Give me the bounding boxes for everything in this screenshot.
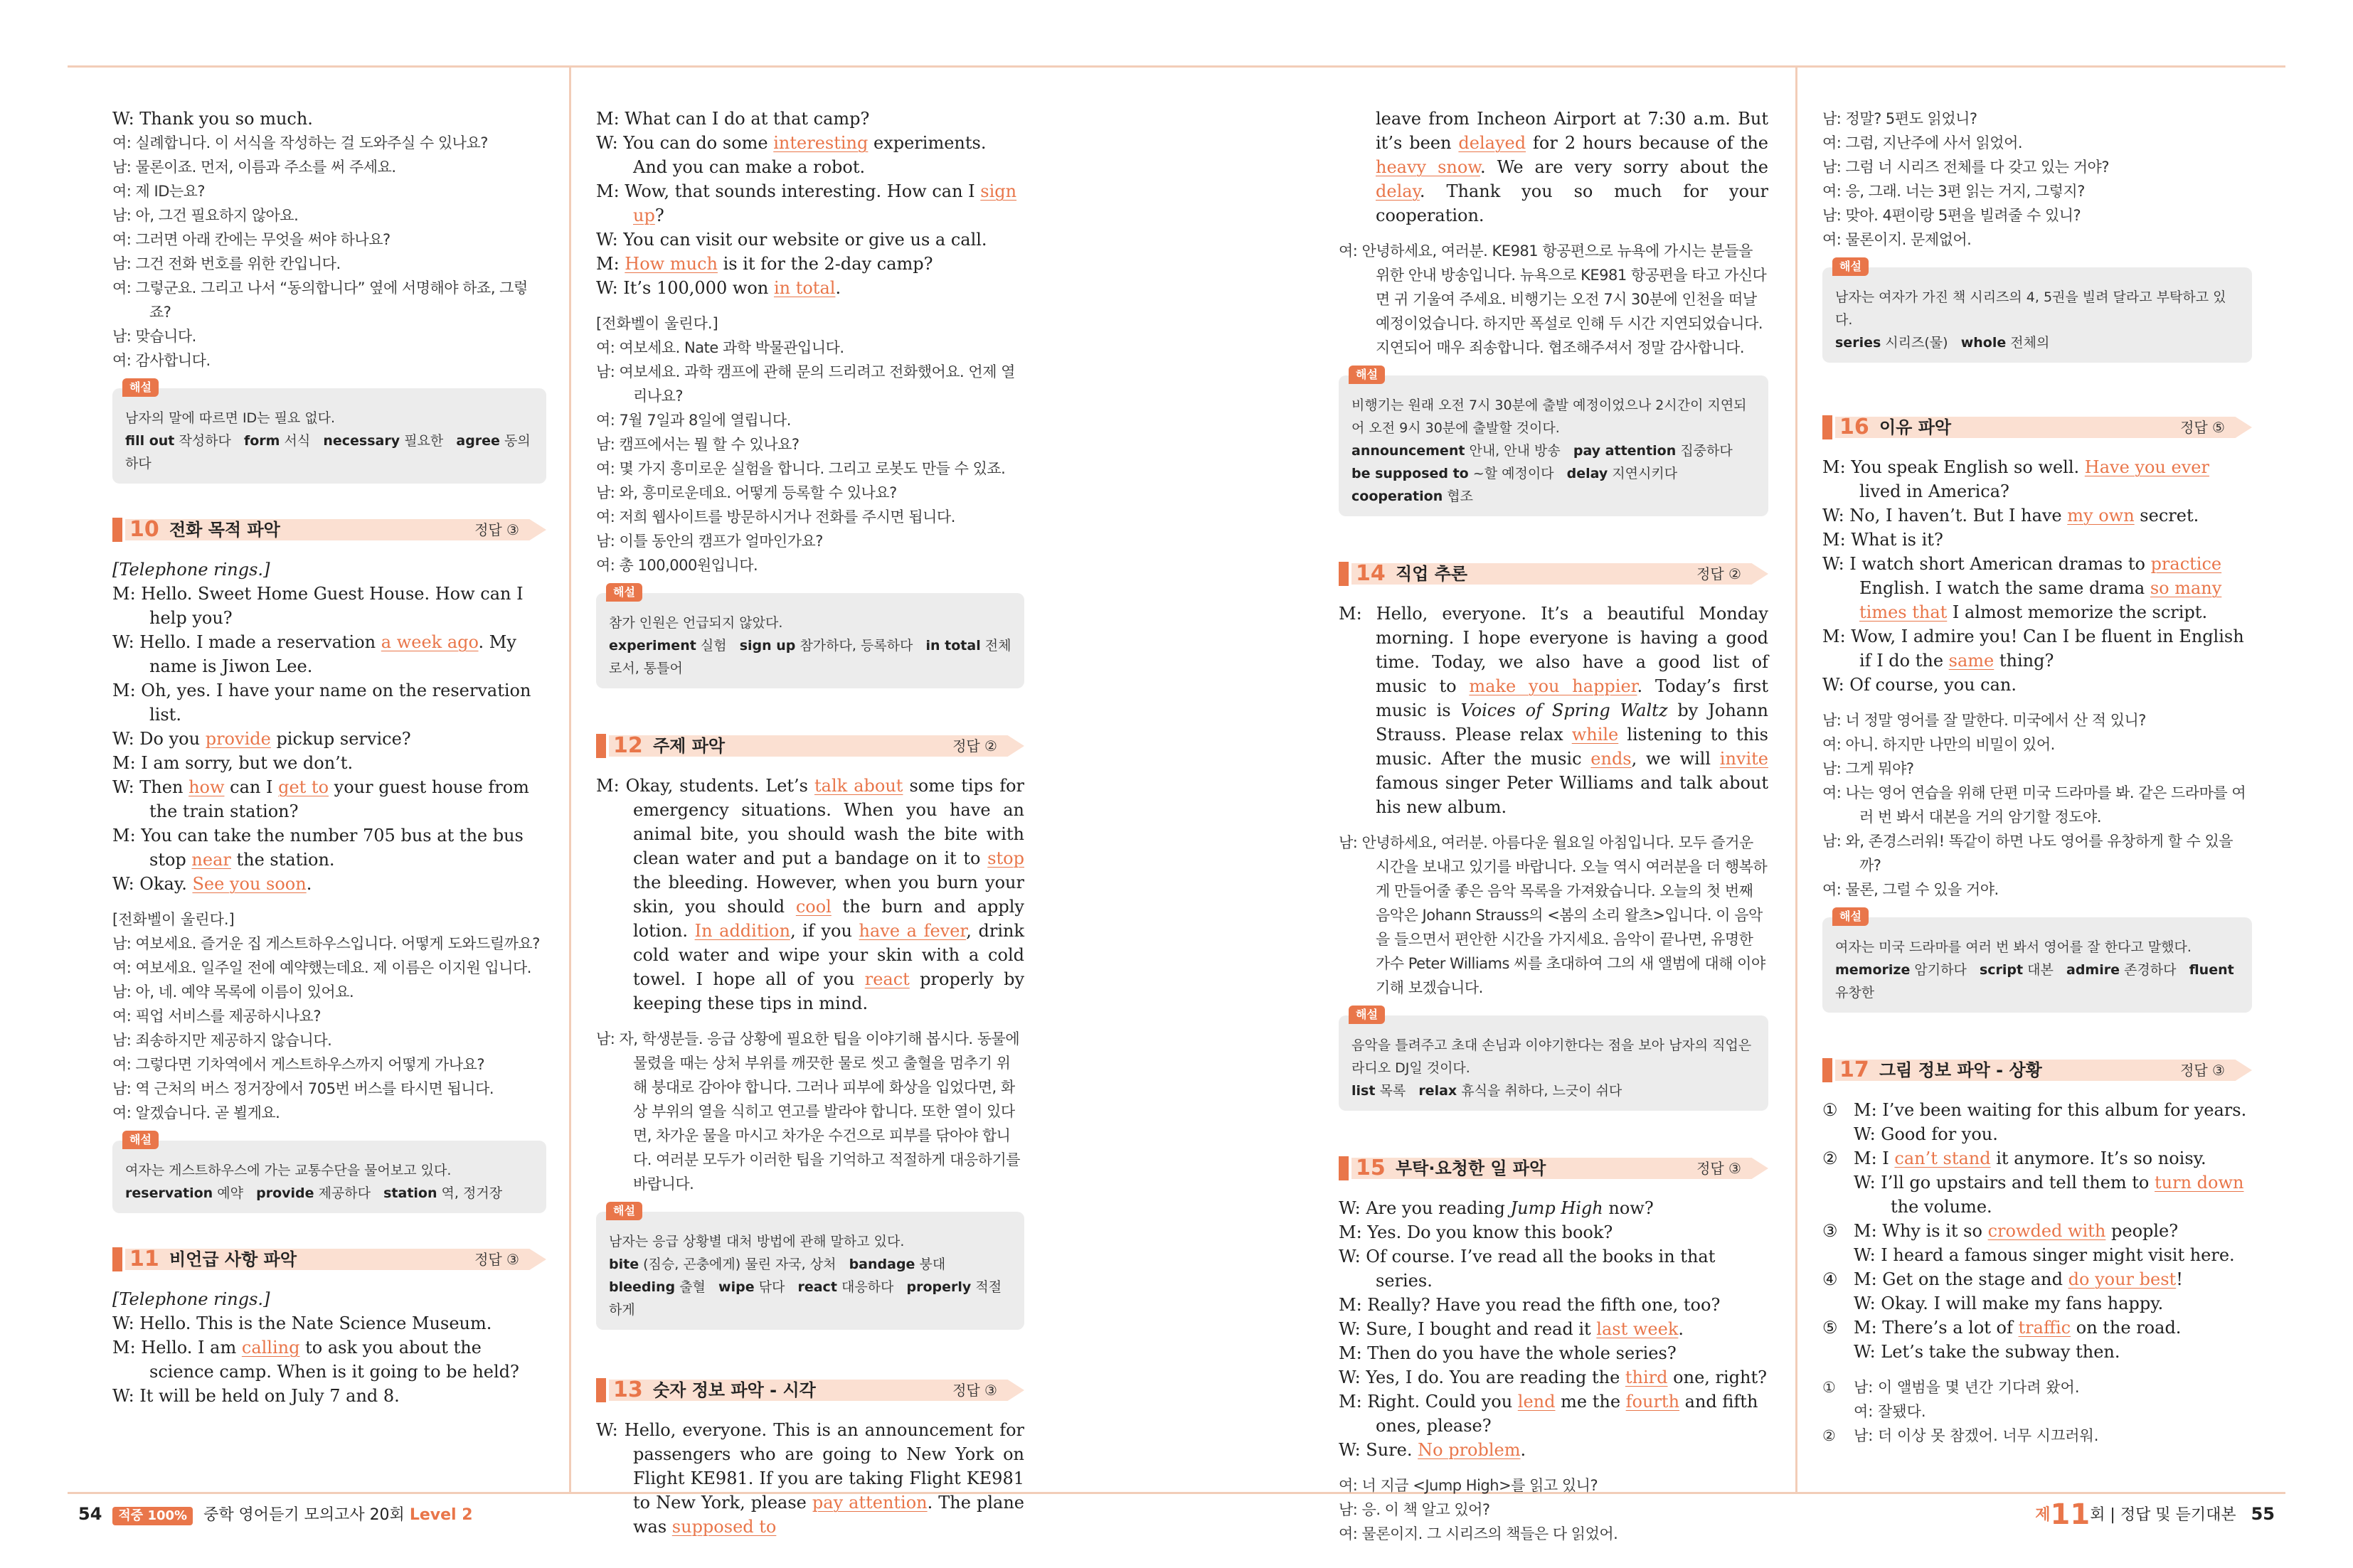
script-line: ① M: I’ve been waiting for this album for years. bbox=[1822, 1100, 2247, 1120]
script-line: ② M: I can’t stand it anymore. It’s so noisy. bbox=[1822, 1148, 2206, 1168]
script-line: W: You can visit our website or give us a call. bbox=[596, 230, 987, 250]
translation-line: 여: 너 지금 <Jump High>를 읽고 있니? bbox=[1339, 1477, 1598, 1494]
script-line: W: Hello. This is the Nate Science Museum. bbox=[112, 1313, 492, 1333]
answer-label: 정답 ③ bbox=[2180, 1062, 2225, 1079]
script-line: M: You speak English so well. Have you ever lived in America? bbox=[1822, 457, 2209, 501]
translation-line: 여: 알겠습니다. 곧 뵐게요. bbox=[112, 1104, 280, 1121]
translation-line: 남: 역 근처의 버스 정거장에서 705번 버스를 타시면 됩니다. bbox=[112, 1080, 494, 1097]
translation-line: 남: 그게 뭐야? bbox=[1822, 760, 1914, 777]
translation-line: 여: 여보세요. 일주일 전에 예약했는데요. 제 이름은 이지원 입니다. bbox=[112, 959, 531, 976]
script-line: W: No, I haven’t. But I have my own secret. bbox=[1822, 506, 2199, 526]
series-badge: 적중 100% bbox=[112, 1507, 193, 1525]
script-line: ③ M: Why is it so crowded with people? bbox=[1822, 1221, 2179, 1241]
vocab-def: 동의하다 bbox=[125, 433, 531, 471]
section-header-16 bbox=[1822, 412, 2252, 442]
translation-line: 남: 와, 흥미로운데요. 어떻게 등록할 수 있나요? bbox=[596, 484, 897, 501]
translation-line: 여: 총 100,000원입니다. bbox=[596, 557, 758, 574]
page-number: 54 bbox=[78, 1504, 102, 1524]
translation-line: ② 남: 더 이상 못 참겠어. 너무 시끄러워. bbox=[1822, 1427, 2099, 1444]
translation-line: 남: 아, 그건 필요하지 않아요. bbox=[112, 207, 299, 224]
translation-line: 여: 물론, 그럴 수 있을 거야. bbox=[1822, 881, 1999, 898]
script-line: M: Then do you have the whole series? bbox=[1339, 1343, 1677, 1363]
vocab-word: fill out bbox=[125, 433, 175, 449]
column-3 bbox=[1339, 107, 1768, 1546]
script-line: M: Oh, yes. I have your name on the reservation list. bbox=[112, 681, 531, 725]
script-line: W: Okay. I will make my fans happy. bbox=[1854, 1294, 2164, 1313]
column-divider bbox=[1795, 68, 1797, 1492]
vocab-word: agree bbox=[456, 433, 500, 449]
translation-line: 여: 7월 7일과 8일에 열립니다. bbox=[596, 412, 791, 429]
section-title: 직업 추론 bbox=[1396, 564, 1468, 584]
book-title: 중학 영어듣기 모의고사 20회 bbox=[203, 1506, 405, 1524]
vocab-list: memorize 암기하다 script 대본 admire 존경하다 fluent 유창한 bbox=[1835, 962, 2234, 1001]
page-number: 55 bbox=[2251, 1504, 2275, 1524]
top-rule bbox=[68, 65, 2285, 68]
bottom-rule bbox=[68, 1492, 2285, 1494]
script-line: W: Then how can I get to your guest house from the train station? bbox=[112, 777, 529, 821]
section-header-15 bbox=[1339, 1153, 1768, 1183]
script-line: W: Yes, I do. You are reading the third one, right? bbox=[1339, 1367, 1768, 1387]
column-divider bbox=[569, 68, 571, 1492]
script-line: W: Okay. See you soon. bbox=[112, 874, 312, 894]
vocab-word: necessary bbox=[323, 433, 400, 449]
section-header-17 bbox=[1822, 1055, 2252, 1085]
section-number: 15 bbox=[1356, 1156, 1386, 1180]
vocab-list: reservation 예약 provide 제공하다 station 역, 정거장 bbox=[125, 1185, 503, 1201]
explanation-text: 비행기는 원래 오전 7시 30분에 출발 예정이었으나 2시간이 지연되어 오전 9시 30분에 출발할 것이다. bbox=[1351, 398, 1747, 436]
translation-line: 여: 물론이지. 그 시리즈의 책들은 다 읽었어. bbox=[1339, 1525, 1618, 1542]
section-title: 주제 파악 bbox=[653, 736, 726, 756]
vocab-list: bite (짐승, 곤충에게) 물린 자국, 상처 bandage 붕대 bleeding 출혈 wipe 닦다 react 대응하다 properly 적절하게 bbox=[609, 1257, 1002, 1318]
section-title: 그림 정보 파악 - 상황 bbox=[1879, 1060, 2042, 1080]
vocab-list: series 시리즈(물) whole 전체의 bbox=[1835, 335, 2050, 351]
footer-left bbox=[78, 1502, 473, 1527]
explanation-text: 여자는 미국 드라마를 여러 번 봐서 영어를 잘 한다고 말했다. bbox=[1835, 939, 2192, 955]
round-prefix: 제 bbox=[2035, 1506, 2051, 1524]
translation-line: 남: 물론이죠. 먼저, 이름과 주소를 써 주세요. bbox=[112, 159, 396, 176]
script-line: W: Sure, I bought and read it last week. bbox=[1339, 1319, 1684, 1339]
script-paragraph: M: Hello, everyone. It’s a beautiful Monday morning. I hope everyone is having a good time. Today, we also have a good list of music to make you happier. Today’s first music is Voices of Spring Waltz by Johann Strauss. Please relax while listening to this music. After the music ends, we will invite famous singer Peter Williams and talk about his new album. bbox=[1339, 604, 1768, 817]
translation-line: 여: 제 ID는요? bbox=[112, 183, 206, 200]
script-line: W: Let’s take the subway then. bbox=[1854, 1342, 2120, 1362]
script-line: W: Hello. I made a reservation a week ago. My name is Jiwon Lee. bbox=[112, 632, 516, 676]
script-line: M: Yes. Do you know this book? bbox=[1339, 1222, 1613, 1242]
translation-paragraph: 여: 안녕하세요, 여러분. KE981 항공편으로 뉴욕에 가시는 분들을 위한 안내 방송입니다. 뉴욕으로 KE981 항공편을 타고 가신다면 귀 기울여 주세요. 비행기는 오전 7시 30분에 인천을 떠날 예정이었습니다. 하지만 폭설로 인해 두 시간 지연되었습니다. 지연되어 매우 죄송합니다. 협조해주셔서 정말 감사합니다. bbox=[1339, 242, 1767, 356]
script-line: M: How much is it for the 2-day camp? bbox=[596, 254, 933, 274]
round-suffix: 회 | 정답 및 듣기대본 bbox=[2090, 1506, 2236, 1524]
vocab-list: list 목록 relax 휴식을 취하다, 느긋이 쉬다 bbox=[1351, 1083, 1622, 1099]
explanation-text: 남자는 여자가 가진 책 시리즈의 4, 5권을 빌려 달라고 부탁하고 있다. bbox=[1835, 289, 2226, 328]
script-line: W: Sure. No problem. bbox=[1339, 1440, 1526, 1460]
script-line: M: Wow, I admire you! Can I be fluent in English if I do the same thing? bbox=[1822, 626, 2244, 671]
explanation-tag: 해설 bbox=[122, 1131, 159, 1149]
explanation-tag: 해설 bbox=[1832, 257, 1869, 276]
script-line: M: I am sorry, but we don’t. bbox=[112, 753, 354, 773]
translation-line: 여: 몇 가지 흥미로운 실험을 합니다. 그리고 로봇도 만들 수 있죠. bbox=[596, 460, 1006, 477]
section-header-14 bbox=[1339, 559, 1768, 589]
explanation-text: 참가 인원은 언급되지 않았다. bbox=[609, 615, 783, 631]
translation-line: 남: 너 정말 영어를 잘 말한다. 미국에서 산 적 있니? bbox=[1822, 712, 2146, 729]
translation-line: 여: 잘됐다. bbox=[1854, 1403, 1926, 1420]
translation-line: 여: 저희 웹사이트를 방문하시거나 전화를 주시면 됩니다. bbox=[596, 508, 955, 526]
script-line: W: Of course, you can. bbox=[1822, 675, 2017, 695]
script-line: ⑤ M: There’s a lot of traffic on the road. bbox=[1822, 1318, 2182, 1338]
script-paragraph: leave from Incheon Airport at 7:30 a.m. But it’s been delayed for 2 hours because of the heavy snow. We are very sorry about the delay. Thank you so much for your cooperation. bbox=[1376, 109, 1769, 225]
explanation-box bbox=[596, 585, 1024, 688]
script-line: W: Good for you. bbox=[1854, 1124, 1998, 1144]
vocab-def: 서식 bbox=[284, 433, 311, 449]
section-number: 10 bbox=[129, 517, 159, 542]
column-4 bbox=[1822, 107, 2252, 1448]
section-header-13 bbox=[596, 1375, 1024, 1405]
section-title: 숫자 정보 파악 - 시각 bbox=[653, 1380, 816, 1400]
script-line: W: Thank you so much. bbox=[112, 109, 313, 129]
explanation-box bbox=[596, 1204, 1024, 1330]
translation-line: 여: 나는 영어 연습을 위해 단편 미국 드라마를 봐. 같은 드라마를 여러 번 봐서 대본을 거의 암기할 정도야. bbox=[1822, 784, 2246, 826]
explanation-box bbox=[112, 380, 546, 484]
script-line: M: Right. Could you lend me the fourth and fifth ones, please? bbox=[1339, 1392, 1758, 1436]
vocab-list bbox=[125, 430, 533, 475]
translation-line: 여: 그러면 아래 칸에는 무엇을 써야 하나요? bbox=[112, 231, 391, 248]
translation-line: 남: 정말? 5편도 읽었니? bbox=[1822, 110, 1977, 127]
section-header-10 bbox=[112, 515, 546, 545]
translation-line: 남: 맞습니다. bbox=[112, 328, 196, 345]
explanation-box bbox=[1339, 1008, 1768, 1111]
translation-line: ① 남: 이 앨범을 몇 년간 기다려 왔어. bbox=[1822, 1379, 2080, 1396]
section-number: 17 bbox=[1839, 1057, 1869, 1082]
explanation-box bbox=[1822, 910, 2252, 1013]
translation-line: 남: 와, 존경스러워! 똑같이 하면 나도 영어를 유창하게 할 수 있을까? bbox=[1822, 833, 2234, 874]
explanation-tag: 해설 bbox=[606, 1202, 642, 1220]
translation-line: 여: 그렇군요. 그리고 나서 “동의합니다” 옆에 서명해야 하죠, 그렇죠? bbox=[112, 279, 528, 321]
translation-line: 여: 물론이지. 문제없어. bbox=[1822, 231, 1972, 248]
answer-label: 정답 ⑤ bbox=[2180, 419, 2225, 436]
answer-label: 정답 ② bbox=[952, 737, 997, 754]
explanation-tag: 해설 bbox=[1349, 1006, 1385, 1024]
translation-line: 남: 죄송하지만 제공하지 않습니다. bbox=[112, 1032, 332, 1049]
script-line: M: Hello. Sweet Home Guest House. How can I help you? bbox=[112, 584, 524, 628]
script-line: ④ M: Get on the stage and do your best! bbox=[1822, 1269, 2183, 1289]
translation-line: 여: 감사합니다. bbox=[112, 352, 211, 369]
script-line: W: I heard a famous singer might visit here. bbox=[1854, 1245, 2235, 1265]
script-line: W: I watch short American dramas to practice English. I watch the same drama so many times that I almost memorize the script. bbox=[1822, 554, 2222, 622]
explanation-tag: 해설 bbox=[1832, 907, 1869, 926]
explanation-box bbox=[1339, 368, 1768, 516]
column-2 bbox=[596, 107, 1024, 1539]
translation-line: 남: 캠프에서는 뭘 할 수 있나요? bbox=[596, 436, 800, 453]
translation-line: [전화벨이 울린다.] bbox=[112, 911, 235, 928]
script-line: M: Hello. I am calling to ask you about the science camp. When is it going to be held? bbox=[112, 1338, 519, 1382]
script-line: W: Of course. I’ve read all the books in that series. bbox=[1339, 1247, 1716, 1291]
script-line: M: What is it? bbox=[1822, 530, 1943, 550]
script-line: W: I’ll go upstairs and tell them to turn down the volume. bbox=[1854, 1173, 2244, 1217]
vocab-word: form bbox=[243, 433, 280, 449]
column-1 bbox=[112, 107, 546, 1408]
explanation-text: 남자의 말에 따르면 ID는 필요 없다. bbox=[125, 410, 336, 426]
section-number: 12 bbox=[613, 733, 643, 758]
translation-line: 여: 여보세요. Nate 과학 박물관입니다. bbox=[596, 339, 844, 356]
answer-label: 정답 ③ bbox=[474, 521, 519, 538]
section-header-11 bbox=[112, 1244, 546, 1274]
translation-line: 남: 그럼 너 시리즈 전체를 다 갖고 있는 거야? bbox=[1822, 159, 2109, 176]
footer-right bbox=[2035, 1498, 2275, 1531]
translation-line: 남: 아, 네. 예약 목록에 이름이 있어요. bbox=[112, 983, 354, 1001]
translation-line: 여: 픽업 서비스를 제공하시나요? bbox=[112, 1008, 321, 1025]
script-line: M: Wow, that sounds interesting. How can I sign up? bbox=[596, 181, 1017, 225]
script-line: M: You can take the number 705 bus at the bus stop near the station. bbox=[112, 826, 524, 870]
translation-line: 남: 그건 전화 번호를 위한 칸입니다. bbox=[112, 255, 341, 272]
explanation-text: 남자는 응급 상황별 대처 방법에 관해 말하고 있다. bbox=[609, 1234, 905, 1249]
stage-direction: [Telephone rings.] bbox=[112, 560, 270, 580]
translation-line: 남: 응. 이 책 알고 있어? bbox=[1339, 1501, 1490, 1518]
translation-paragraph: 남: 자, 학생분들. 응급 상황에 필요한 팁을 이야기해 봅시다. 동물에 물렸을 때는 상처 부위를 깨끗한 물로 씻고 출혈을 멈추기 위해 붕대로 감아야 합니다. 그러나 피부에 화상을 입었다면, 화상 부위의 열을 식히고 연고를 발라야 합니다. 또한 열이 있다면, 차가운 물을 마시고 차가운 수건으로 피부를 닦아야 합니다. 여러분 모두가 이러한 팁을 기억하고 적절하게 대응하기를 바랍니다. bbox=[596, 1030, 1021, 1193]
translation-line: 여: 그렇다면 기차역에서 게스트하우스까지 어떻게 가나요? bbox=[112, 1056, 484, 1073]
translation-paragraph: 남: 안녕하세요, 여러분. 아름다운 월요일 아침입니다. 모두 즐거운 시간을 보내고 있기를 바랍니다. 오늘 역시 여러분을 더 행복하게 만들어줄 좋은 음악 목록을 가져왔습니다. 오늘의 첫 번째 음악은 Johann Strauss의 <봄의 소리 왈츠>입니다. 이 음악을 들으면서 편안한 시간을 가지세요. 음악이 끝나면, 유명한 가수 Peter Williams 씨를 초대하여 그의 새 앨범에 대해 이야기해 보겠습니다. bbox=[1339, 834, 1768, 996]
section-title: 이유 파악 bbox=[1879, 417, 1952, 437]
answer-label: 정답 ② bbox=[1696, 565, 1741, 582]
vocab-def: 작성하다 bbox=[179, 433, 231, 449]
answer-label: 정답 ③ bbox=[1696, 1160, 1741, 1177]
answer-label: 정답 ③ bbox=[474, 1251, 519, 1268]
section-header-12 bbox=[596, 731, 1024, 761]
translation-line: [전화벨이 울린다.] bbox=[596, 315, 718, 332]
translation-line: 남: 여보세요. 과학 캠프에 관해 문의 드리려고 전화했어요. 언제 열리나요? bbox=[596, 363, 1015, 405]
section-marker bbox=[112, 518, 122, 542]
script-line: W: It’s 100,000 won in total. bbox=[596, 278, 841, 298]
vocab-list: experiment 실험 sign up 참가하다, 등록하다 in total 전체로서, 통틀어 bbox=[609, 638, 1011, 676]
explanation-box bbox=[1822, 260, 2252, 363]
translation-line: 남: 여보세요. 즐거운 집 게스트하우스입니다. 어떻게 도와드릴까요? bbox=[112, 935, 540, 952]
script-paragraph: W: Hello, everyone. This is an announcement for passengers who are going to New York on Flight KE981. If you are taking Flight KE981 to New York, please pay attention. The plane was supposed to bbox=[596, 1420, 1025, 1537]
section-number: 11 bbox=[129, 1247, 159, 1271]
section-number: 14 bbox=[1356, 561, 1386, 586]
translation-line: 남: 이틀 동안의 캠프가 얼마인가요? bbox=[596, 533, 823, 550]
explanation-text: 음악을 틀려주고 초대 손님과 이야기한다는 점을 보아 남자의 직업은 라디오 DJ일 것이다. bbox=[1351, 1038, 1752, 1076]
translation-line: 남: 맞아. 4편이랑 5편을 빌려줄 수 있니? bbox=[1822, 207, 2081, 224]
script-paragraph: M: Okay, students. Let’s talk about some tips for emergency situations. When you have an animal bite, you should wash the bite with clean water and put a bandage on it to stop the bleeding. However, when you burn your skin, you should cool the burn and apply lotion. In addition, if you have a fever, drink cold water and wipe your skin with a cold towel. I hope all of you react properly by keeping these tips in mind. bbox=[596, 776, 1025, 1013]
script-line: M: What can I do at that camp? bbox=[596, 109, 870, 129]
answer-label: 정답 ③ bbox=[952, 1382, 997, 1399]
section-number: 13 bbox=[613, 1377, 643, 1402]
explanation-text: 여자는 게스트하우스에 가는 교통수단을 물어보고 있다. bbox=[125, 1163, 452, 1178]
section-title: 부탁·요청한 일 파악 bbox=[1396, 1158, 1546, 1178]
round-number: 11 bbox=[2050, 1498, 2091, 1531]
translation-line: 여: 아니. 하지만 나만의 비밀이 있어. bbox=[1822, 736, 2055, 753]
script-line: W: It will be held on July 7 and 8. bbox=[112, 1386, 400, 1406]
vocab-def: 필요한 bbox=[404, 433, 444, 449]
stage-direction: [Telephone rings.] bbox=[112, 1289, 270, 1309]
translation-line: 여: 실례합니다. 이 서식을 작성하는 걸 도와주실 수 있나요? bbox=[112, 134, 488, 151]
explanation-tag: 해설 bbox=[606, 583, 642, 602]
explanation-box bbox=[112, 1133, 546, 1213]
section-title: 전화 목적 파악 bbox=[169, 520, 280, 540]
script-line: W: Are you reading Jump High now? bbox=[1339, 1198, 1654, 1218]
section-number: 16 bbox=[1839, 415, 1869, 439]
explanation-tag: 해설 bbox=[1349, 366, 1385, 384]
vocab-list: announcement 안내, 안내 방송 pay attention 집중하다 be supposed to ~할 예정이다 delay 지연시키다 cooperation 협조 bbox=[1351, 443, 1733, 504]
script-line: W: Do you provide pickup service? bbox=[112, 729, 411, 749]
translation-line: 여: 응, 그래. 너는 3편 읽는 거지, 그렇지? bbox=[1822, 183, 2085, 200]
explanation-tag: 해설 bbox=[122, 378, 159, 397]
script-line: W: You can do some interesting experiments. And you can make a robot. bbox=[596, 133, 987, 177]
script-line: M: Really? Have you read the fifth one, too? bbox=[1339, 1295, 1721, 1315]
level-label: Level 2 bbox=[409, 1506, 473, 1524]
section-title: 비언급 사항 파악 bbox=[169, 1249, 297, 1269]
translation-line: 여: 그럼, 지난주에 사서 읽었어. bbox=[1822, 134, 2023, 151]
